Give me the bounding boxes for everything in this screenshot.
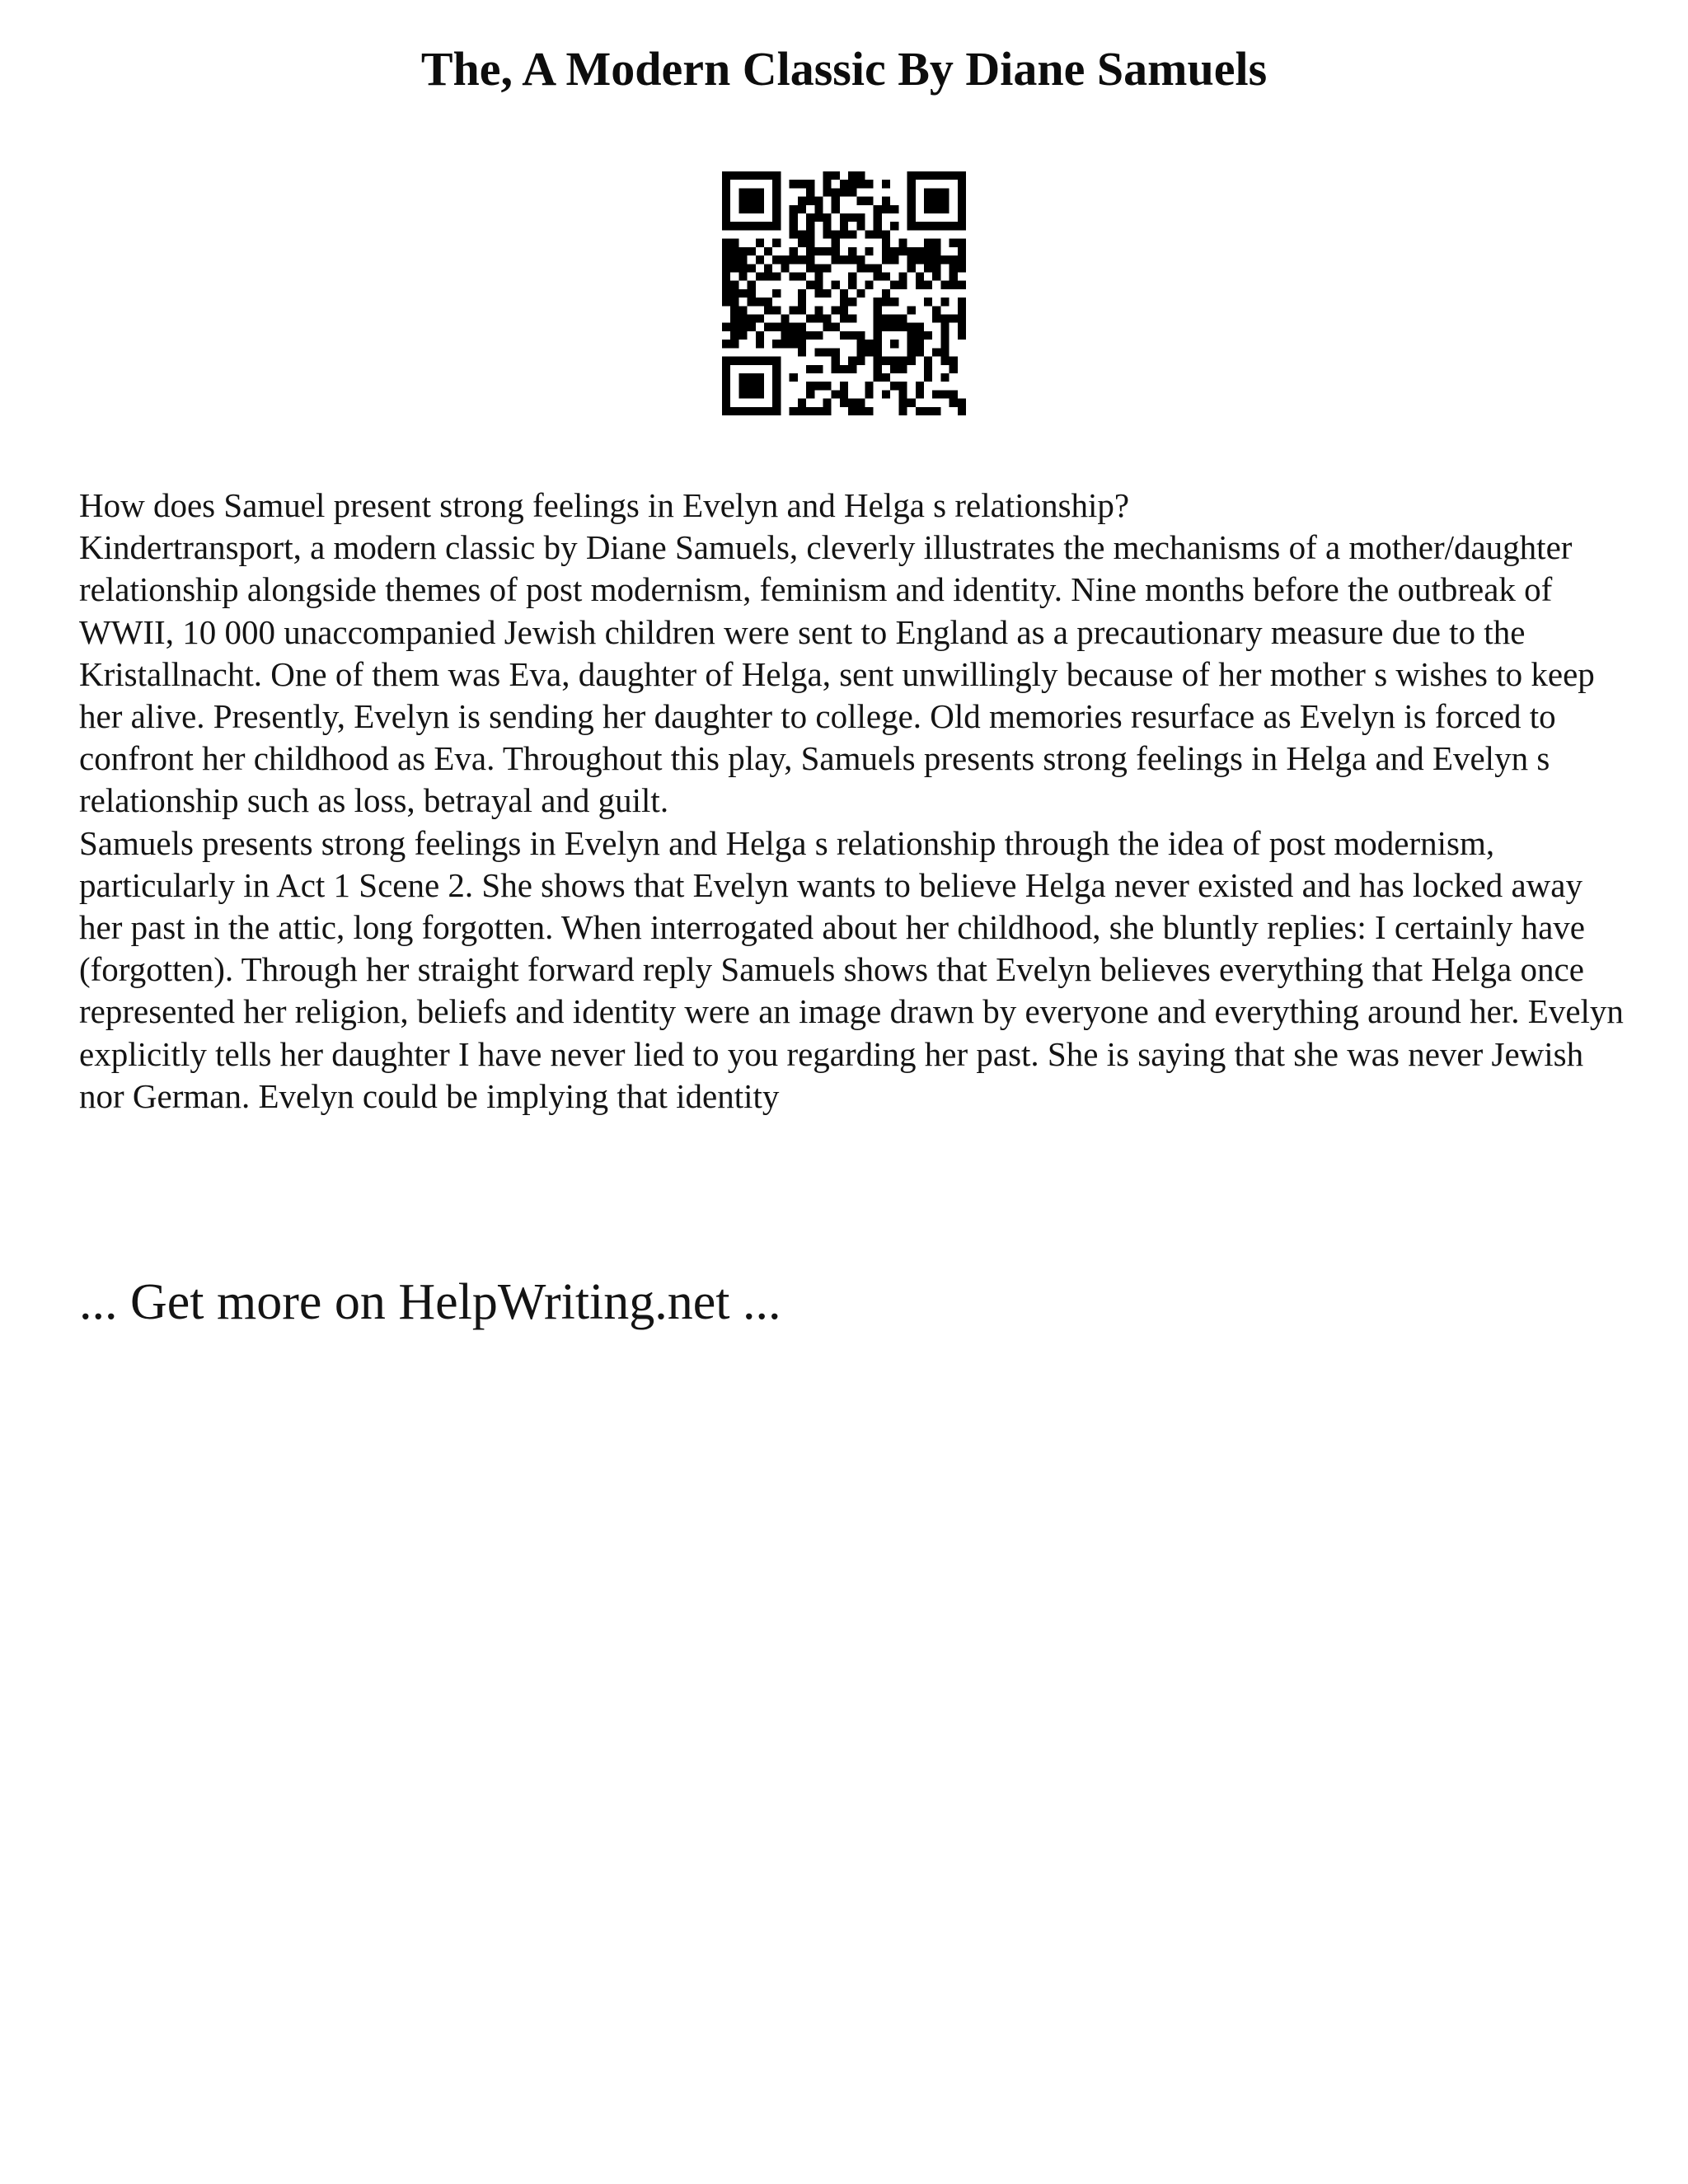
article-question: How does Samuel present strong feelings in Evelyn and Helga s relationship? — [79, 486, 1130, 524]
get-more-link[interactable]: ... Get more on HelpWriting.net ... — [79, 1274, 781, 1330]
article-paragraph: Kindertransport, a modern classic by Diane Samuels, cleverly illustrates the mechanisms of a mother/daughter relationship alongside themes of post modernism, feminism and identity. Nine months before the outbreak of WWII, 10 000 unaccompanied Jewish children were sent to England as a precautionary measure due to the Kristallnacht. One of them was Eva, daughter of Helga, sent unwillingly because of her mother s wishes to keep her alive. Presently, Evelyn is sending her daughter to college. Old memories resurface as Evelyn is forced to confront her childhood as Eva. Throughout this play, Samuels presents strong feelings in Helga and Evelyn s relationship such as loss, betrayal and guilt. — [79, 528, 1595, 820]
qr-code-icon — [722, 171, 966, 415]
article-body — [79, 485, 1629, 1118]
page-title: The, A Modern Classic By Diane Samuels — [420, 42, 1268, 96]
article-paragraph: Samuels presents strong feelings in Evelyn and Helga s relationship through the idea of post modernism, particularly in Act 1 Scene 2. She shows that Evelyn wants to believe Helga never existed and has locked away her past in the attic, long forgotten. When interrogated about her childhood, she bluntly replies: I certainly have (forgotten). Through her straight forward reply Samuels shows that Evelyn believes everything that Helga once represented her religion, beliefs and identity were an image drawn by everyone and everything around her. Evelyn explicitly tells her daughter I have never lied to you regarding her past. She is saying that she was never Jewish nor German. Evelyn could be implying that identity — [79, 823, 1624, 1115]
